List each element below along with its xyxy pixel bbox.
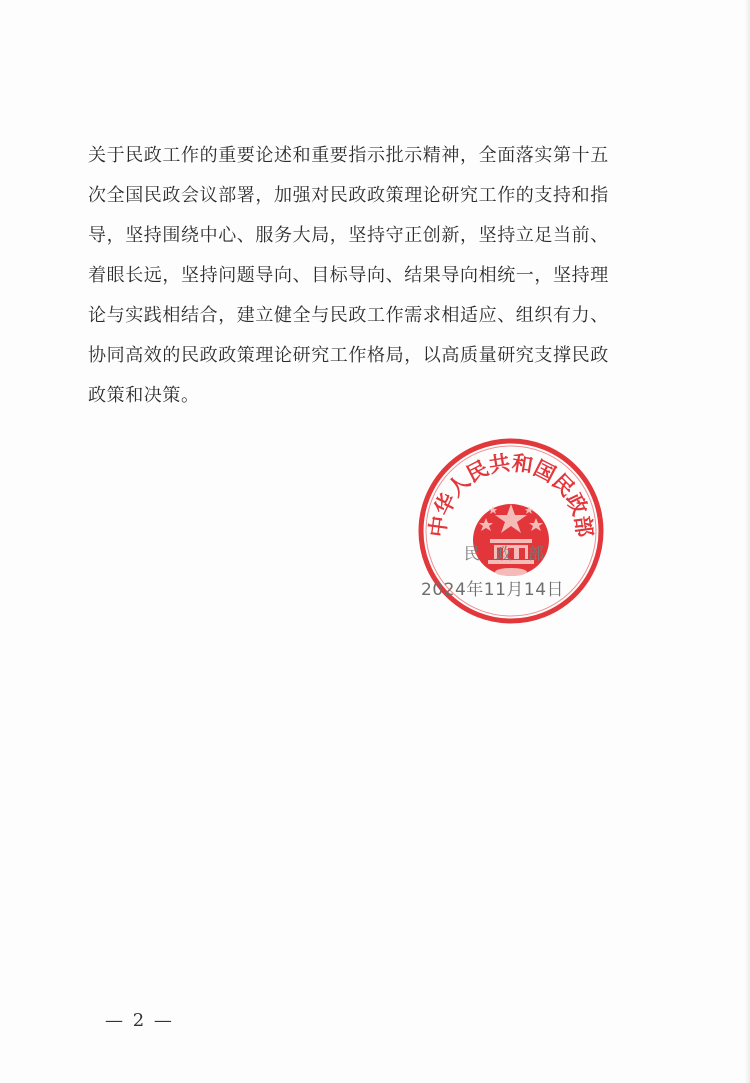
page-number: — 2 — [105,1010,174,1031]
body-paragraph [88,136,688,416]
issue-date: 2024年11月14日 [421,580,565,600]
paragraph-line: 政策和决策。 [88,385,200,406]
national-emblem-icon [473,504,549,576]
paragraph-line: 关于民政工作的重要论述和重要指示批示精神，全面落实第十五 [88,145,609,166]
seal-text: 中华人民共和国民政部 [425,450,597,539]
paragraph-line: 论与实践相结合，建立健全与民政工作需求相适应、组织有力、 [88,305,609,326]
signature-block [421,544,621,605]
paragraph-line: 导，坚持围绕中心、服务大局，坚持守正创新，坚持立足当前、 [88,225,609,246]
paragraph-line: 协同高效的民政政策理论研究工作格局，以高质量研究支撑民政 [88,345,609,366]
paragraph-line: 次全国民政会议部署，加强对民政政策理论研究工作的支持和指 [88,185,609,206]
issuing-organization: 民政部 [464,544,561,563]
page-edge-shadow [744,0,750,1083]
paragraph-line: 着眼长远，坚持问题导向、目标导向、结果导向相统一，坚持理 [88,265,609,286]
